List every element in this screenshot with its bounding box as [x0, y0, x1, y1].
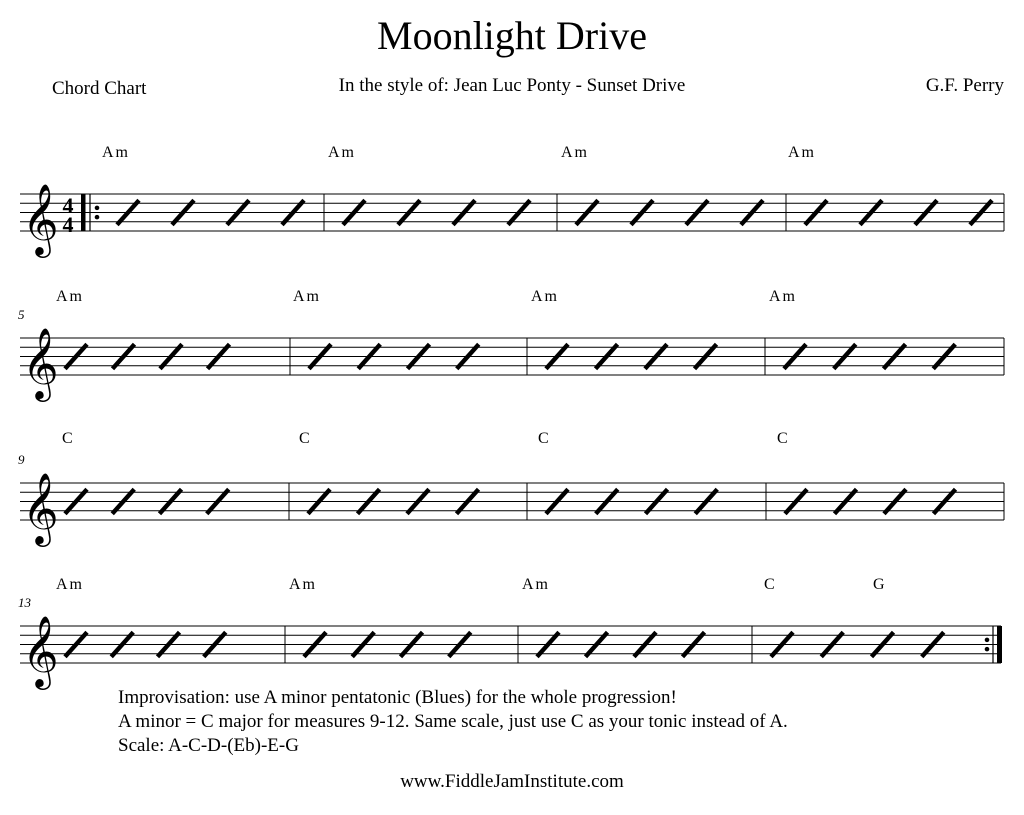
measure-number: 13	[18, 595, 31, 610]
chord-symbol: Am	[788, 144, 816, 161]
repeat-start-thick-bar	[81, 194, 86, 231]
chord-symbol: Am	[289, 576, 317, 593]
composer-name: G.F. Perry	[925, 75, 1004, 96]
style-reference: In the style of: Jean Luc Ponty - Sunset Drive	[338, 75, 686, 96]
chord-symbol: Am	[56, 288, 84, 305]
chord-symbol: C	[764, 576, 777, 593]
time-signature-bottom: 4	[62, 212, 74, 237]
measure-number: 5	[18, 307, 25, 322]
note-line-2: A minor = C major for measures 9-12. Same scale, just use C as your tonic instead of A.	[118, 711, 788, 732]
staff-system	[18, 576, 1002, 690]
note-line-1: Improvisation: use A minor pentatonic (Blues) for the whole progression!	[118, 687, 677, 708]
repeat-dot	[985, 638, 990, 643]
chord-symbol: C	[777, 430, 790, 447]
improvisation-notes	[118, 686, 788, 758]
treble-clef-icon: 𝄞	[22, 614, 59, 687]
chord-symbol: Am	[293, 288, 321, 305]
treble-clef-icon: 𝄞	[22, 326, 59, 399]
chord-symbol: Am	[56, 576, 84, 593]
repeat-dot	[95, 215, 100, 220]
chord-symbol: C	[299, 430, 312, 447]
repeat-end-thick-bar	[997, 626, 1002, 663]
chord-symbol: Am	[561, 144, 589, 161]
repeat-dot	[95, 206, 100, 211]
chord-symbol: G	[873, 576, 887, 593]
chord-symbol: Am	[531, 288, 559, 305]
measure-number: 9	[18, 452, 25, 467]
website-url[interactable]: www.FiddleJamInstitute.com	[400, 771, 624, 792]
chord-symbol: C	[62, 430, 75, 447]
time-signature-top: 4	[62, 193, 74, 218]
chart-type-label: Chord Chart	[52, 78, 147, 99]
treble-clef-icon: 𝄞	[22, 471, 59, 544]
chord-symbol: Am	[102, 144, 130, 161]
page-title: Moonlight Drive	[377, 13, 647, 58]
repeat-dot	[985, 647, 990, 652]
chord-symbol: Am	[522, 576, 550, 593]
chord-symbol: C	[538, 430, 551, 447]
staff-system	[20, 144, 1004, 258]
staff-system	[18, 288, 1004, 402]
chord-symbol: Am	[769, 288, 797, 305]
staff-system	[18, 430, 1004, 547]
note-line-3: Scale: A-C-D-(Eb)-E-G	[118, 735, 299, 756]
chord-symbol: Am	[328, 144, 356, 161]
treble-clef-icon: 𝄞	[22, 182, 59, 255]
